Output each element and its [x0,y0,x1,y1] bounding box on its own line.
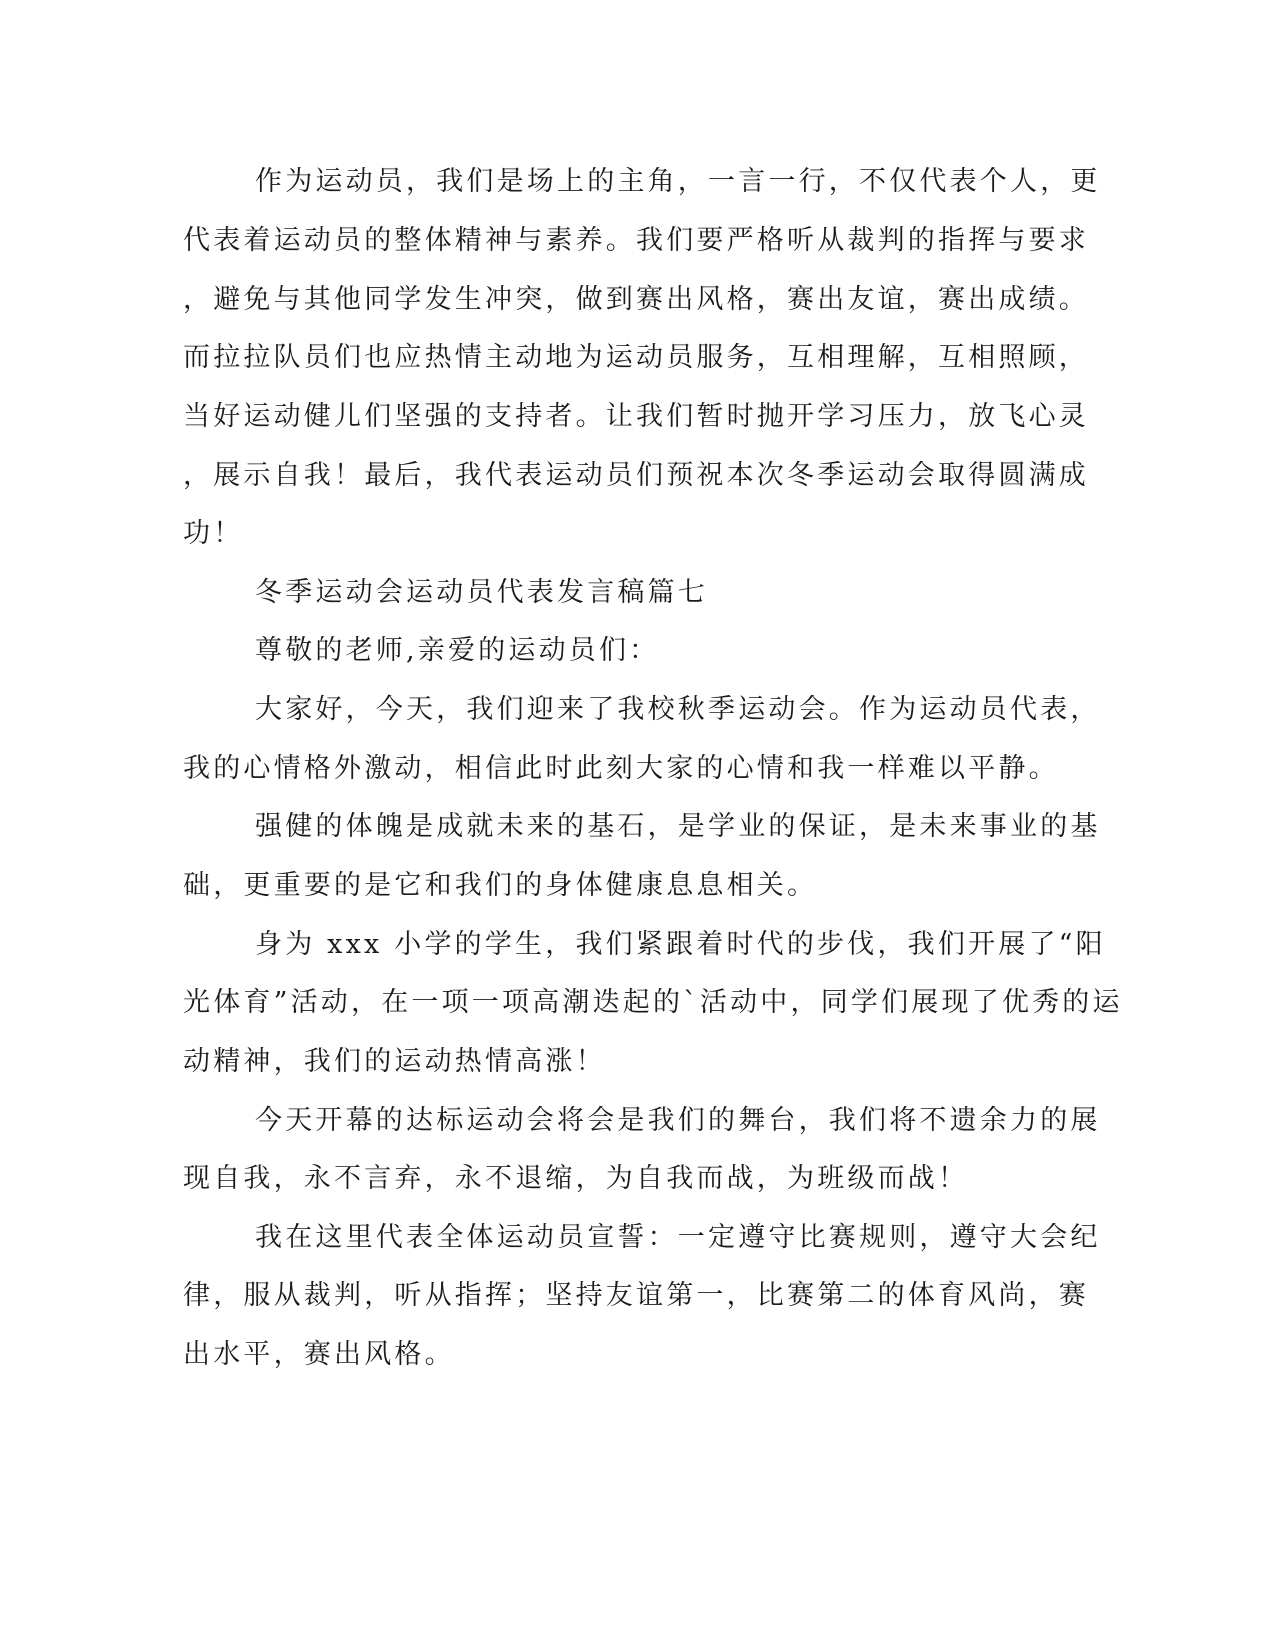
paragraph-line: ，避免与其他同学发生冲突，做到赛出风格，赛出友谊，赛出成绩。 [183,284,1089,315]
paragraph-line: 出水平，赛出风格。 [183,1339,455,1370]
paragraph-line: 光体育”活动，在一项一项高潮迭起的`活动中，同学们展现了优秀的运 [183,987,1123,1018]
paragraph-line: 身为 xxx 小学的学生，我们紧跟着时代的步伐，我们开展了“阳 [255,929,1106,960]
paragraph-line: 代表着运动员的整体精神与素养。我们要严格听从裁判的指挥与要求 [183,225,1089,256]
paragraph-line: 我在这里代表全体运动员宣誓：一定遵守比赛规则，遵守大会纪 [255,1222,1101,1253]
salutation: 尊敬的老师,亲爱的运动员们： [255,635,660,666]
paragraph-line: 功！ [183,518,244,549]
paragraph-line: ，展示自我！最后，我代表运动员们预祝本次冬季运动会取得圆满成 [183,460,1089,491]
paragraph-line: 动精神，我们的运动热情高涨！ [183,1046,606,1077]
paragraph-line: 作为运动员，我们是场上的主角，一言一行，不仅代表个人，更 [255,166,1101,197]
paragraph-line: 现自我，永不言弃，永不退缩，为自我而战，为班级而战！ [183,1163,969,1194]
paragraph-line: 而拉拉队员们也应热情主动地为运动员服务，互相理解，互相照顾， [183,342,1089,373]
paragraph-line: 我的心情格外激动，相信此时此刻大家的心情和我一样难以平静。 [183,753,1059,784]
section-heading: 冬季运动会运动员代表发言稿篇七 [255,577,708,608]
paragraph-line: 大家好，今天，我们迎来了我校秋季运动会。作为运动员代表， [255,694,1101,725]
paragraph-line: 今天开幕的达标运动会将会是我们的舞台，我们将不遗余力的展 [255,1105,1101,1136]
paragraph-line: 强健的体魄是成就未来的基石，是学业的保证，是未来事业的基 [255,811,1101,842]
paragraph-line: 础，更重要的是它和我们的身体健康息息相关。 [183,870,818,901]
paragraph-line: 律，服从裁判，听从指挥；坚持友谊第一，比赛第二的体育风尚，赛 [183,1280,1089,1311]
paragraph-line: 当好运动健儿们坚强的支持者。让我们暂时抛开学习压力，放飞心灵 [183,401,1089,432]
